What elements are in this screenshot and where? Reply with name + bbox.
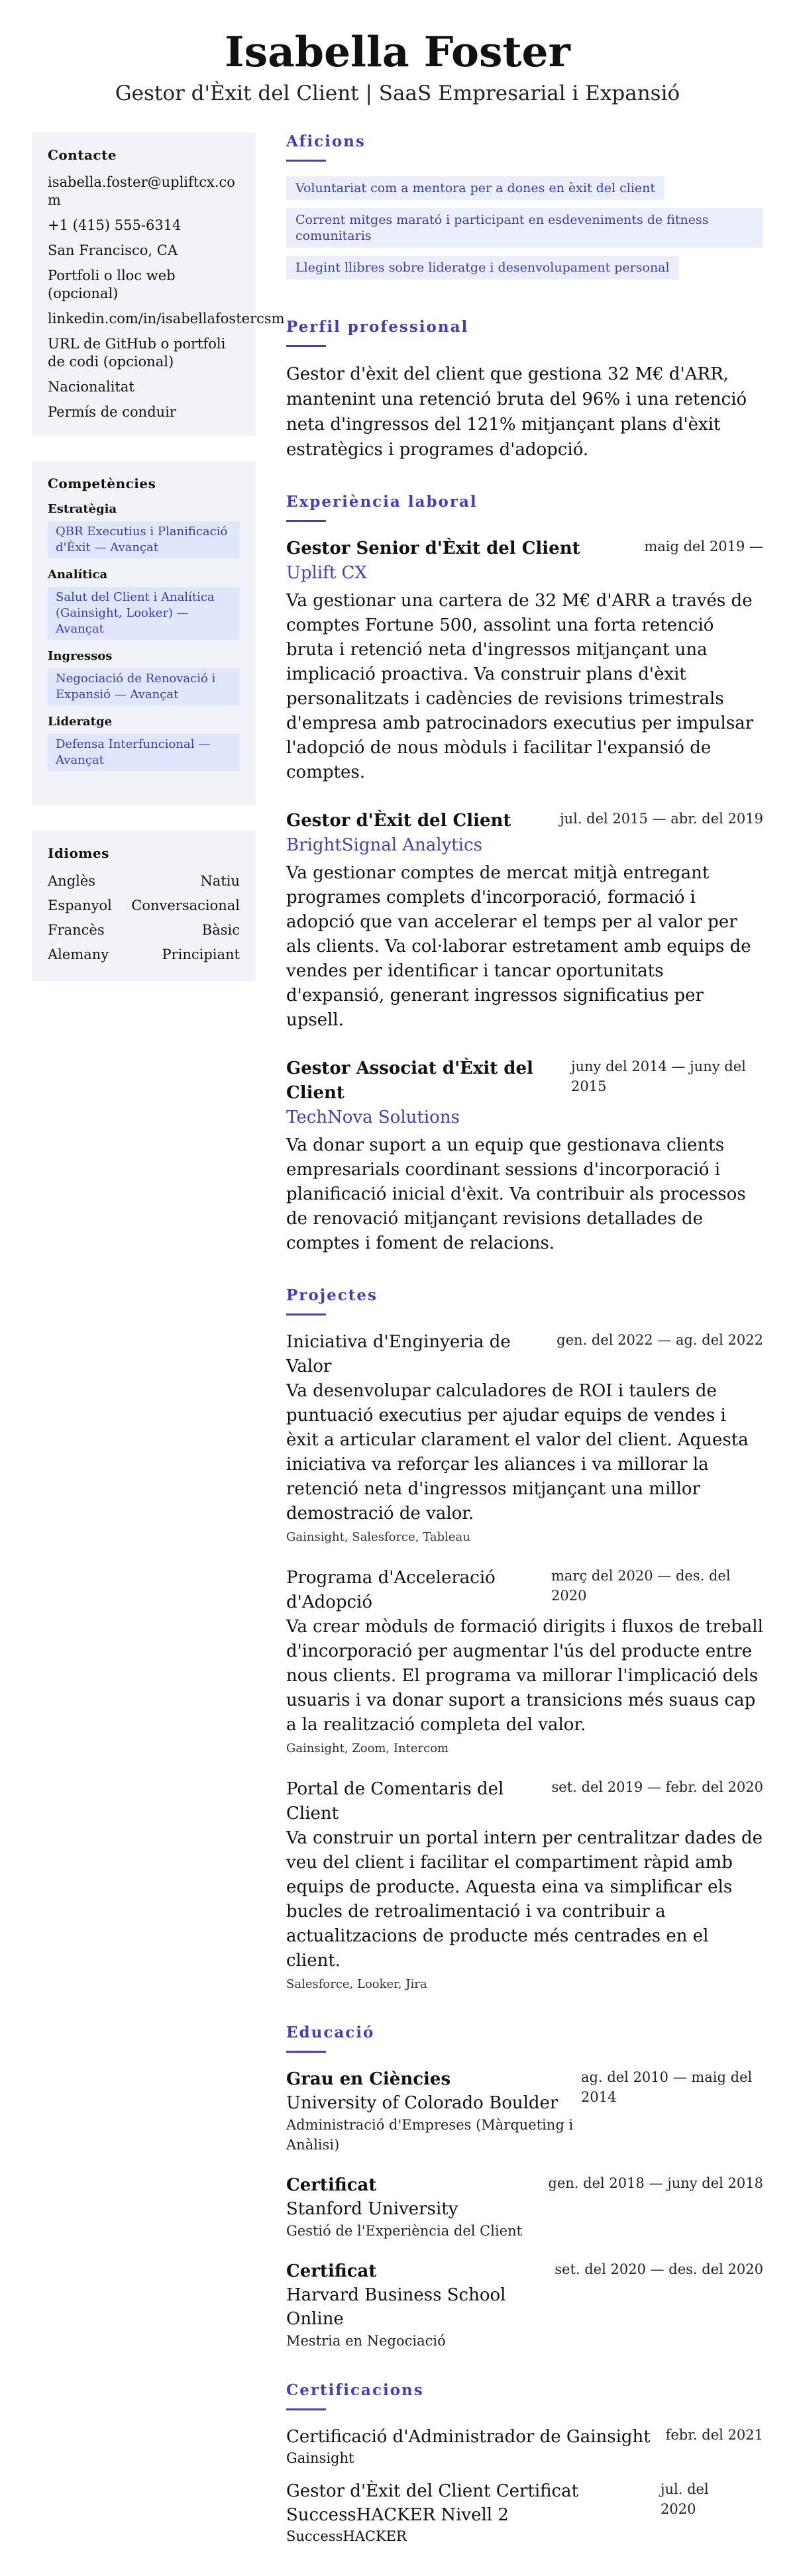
project-entry: [286, 1330, 763, 1546]
contact-phone[interactable]: +1 (415) 555-6314: [48, 217, 182, 233]
language-level: Bàsic: [201, 922, 240, 938]
hobbies-section: [286, 132, 763, 287]
sidebar: [32, 132, 285, 982]
school: Harvard Business School Online: [286, 2285, 506, 2329]
contact-box: [32, 132, 285, 436]
education-entry: [286, 2259, 763, 2351]
section-divider: [286, 1314, 326, 1315]
section-title: Experiència laboral: [286, 493, 478, 511]
main-column: [286, 132, 763, 2576]
school: University of Colorado Boulder: [286, 2093, 558, 2113]
certification-date: jul. del 2020: [661, 2481, 709, 2517]
candidate-name: Isabella Foster: [225, 27, 570, 76]
job-description: Va gestionar comptes de mercat mitjà entregant programes complets d'incorporació, formació i adopció que van accelerar el temps per al valor per als clients. Va col·laborar estretament amb equips de vendes per identificar i tancar oportunitats d'expansió, generant ingressos significatius per upsell.: [286, 863, 751, 1030]
project-description: Va construir un portal intern per centralitzar dades de veu del client i facilitar el compartiment ràpid amb equips de producte. Aquesta eina va simplificar els bucles de retroalimentació i va contribuir a actualitzacions de producte més centrades en el client.: [286, 1828, 763, 1971]
section-title: Certificacions: [286, 2381, 424, 2399]
candidate-tagline: Gestor d'Èxit del Client | SaaS Empresarial i Expansió: [115, 81, 680, 105]
section-divider: [286, 2408, 326, 2410]
section-title: Educació: [286, 2024, 375, 2041]
company-name: Uplift CX: [286, 563, 367, 583]
project-dates: set. del 2019 — febr. del 2020: [551, 1779, 763, 1795]
skill-category: Estratègia: [48, 502, 117, 516]
project-tech: Gainsight, Zoom, Intercom: [286, 1741, 449, 1755]
contact-portfolio[interactable]: Portfoli o lloc web (opcional): [48, 268, 176, 301]
project-tech: Gainsight, Salesforce, Tableau: [286, 1530, 470, 1544]
language-level: Conversacional: [131, 898, 240, 913]
contact-linkedin[interactable]: linkedin.com/in/isabellafostercsm: [48, 311, 285, 327]
certifications-section: [286, 2381, 763, 2546]
hobby-chip: Llegint llibres sobre lideratge i desenvolupament personal: [286, 256, 679, 280]
section-divider: [286, 160, 326, 162]
skill-chip: Negociació de Renovació i Expansió — Avançat: [48, 668, 240, 705]
job-title: Gestor Senior d'Èxit del Client: [286, 539, 580, 558]
language-name: Francès: [48, 922, 105, 938]
education-entry: [286, 2067, 763, 2155]
language-row: [48, 921, 240, 939]
hobby-chip: Corrent mitges marató i participant en esdeveniments de fitness comunitaris: [286, 208, 763, 248]
experience-entry: [286, 1056, 763, 1256]
job-title: Gestor Associat d'Èxit del Client: [286, 1058, 533, 1103]
section-divider: [286, 345, 326, 347]
hobby-chip: Voluntariat com a mentora per a dones en èxit del client: [286, 176, 664, 200]
section-title: Projectes: [286, 1286, 378, 1304]
skill-category: Analítica: [48, 568, 108, 582]
project-tech: Salesforce, Looker, Jira: [286, 1977, 427, 1991]
company-name: BrightSignal Analytics: [286, 835, 482, 855]
section-divider: [286, 2051, 326, 2053]
language-row: [48, 945, 240, 964]
contact-github[interactable]: URL de GitHub o portfoli de codi (opcional): [48, 336, 226, 370]
language-level: Principiant: [162, 947, 240, 962]
certification-issuer: SuccessHACKER: [286, 2528, 407, 2544]
section-title: Perfil professional: [286, 318, 469, 336]
project-title: Portal de Comentaris del Client: [286, 1779, 504, 1824]
resume-header: [0, 0, 795, 107]
school: Stanford University: [286, 2199, 458, 2219]
language-name: Anglès: [48, 873, 96, 889]
profile-summary: Gestor d'èxit del client que gestiona 32 M€ d'ARR, mantenint una retenció bruta del 96% i una retenció neta d'ingressos del 121% mitjançant plans d'èxit estratègics i programes d'adopció.: [286, 364, 747, 460]
field-of-study: Administració d'Empreses (Màrqueting i Anàlisi): [286, 2117, 574, 2153]
contact-driving-license: Permís de conduir: [48, 404, 176, 420]
skill-chip: Defensa Interfuncional — Avançat: [48, 734, 240, 771]
skill-category: Ingressos: [48, 649, 113, 663]
contact-nationality: Nacionalitat: [48, 379, 134, 395]
project-entry: [286, 1777, 763, 1993]
certification-entry: [286, 2479, 763, 2546]
project-description: Va desenvolupar calculadores de ROI i taulers de puntuació executius per ajudar equips de vendes i èxit a articular clarament el valor del client. Aquesta iniciativa va reforçar les aliances i va millorar la retenció neta d'ingressos mitjançant una millor demostració de valor.: [286, 1381, 749, 1523]
skill-chip: Salut del Client i Analítica (Gainsight, Looker) — Avançat: [48, 587, 240, 640]
job-dates: jul. del 2015 — abr. del 2019: [560, 811, 763, 827]
contact-location: San Francisco, CA: [48, 242, 178, 258]
skill-chip: QBR Executius i Planificació d'Èxit — Avançat: [48, 521, 240, 558]
degree: Certificat: [286, 2261, 377, 2281]
degree: Certificat: [286, 2175, 377, 2195]
certification-date: febr. del 2021: [665, 2427, 763, 2443]
certification-name: Gestor d'Èxit del Client Certificat SuccessHACKER Nivell 2: [286, 2481, 579, 2525]
language-row: [48, 872, 240, 890]
experience-entry: [286, 809, 763, 1033]
project-dates: gen. del 2022 — ag. del 2022: [556, 1332, 763, 1348]
job-description: Va donar suport a un equip que gestionava clients empresarials coordinant sessions d'incorporació i planificació inicial d'èxit. Va contribuir als processos de renovació mitjançant revisions detallades de comptes i foment de relacions.: [286, 1135, 746, 1253]
experience-entry: [286, 537, 763, 785]
project-title: Programa d'Acceleració d'Adopció: [286, 1568, 496, 1612]
job-description: Va gestionar una cartera de 32 M€ d'ARR a través de comptes Fortune 500, assolint una forta retenció bruta i retenció neta d'ingressos mitjançant una implicació proactiva. Va construir plans d'èxit personalitzats i cadències de revisions trimestrals d'empresa amb patrocinadors executius per impulsar l'adopció de nous mòduls i facilitar l'expansió de comptes.: [286, 591, 754, 782]
projects-section: [286, 1286, 763, 1993]
language-row: [48, 896, 240, 915]
contact-email[interactable]: isabella.foster@upliftcx.com: [48, 174, 235, 208]
section-divider: [286, 520, 326, 522]
skills-box: [32, 461, 256, 805]
skill-category: Lideratge: [48, 715, 113, 729]
project-entry: [286, 1566, 763, 1757]
certification-issuer: Gainsight: [286, 2450, 354, 2466]
field-of-study: Gestió de l'Experiència del Client: [286, 2223, 523, 2239]
languages-title: Idiomes: [48, 845, 109, 861]
company-name: TechNova Solutions: [286, 1108, 460, 1127]
project-dates: març del 2020 — des. del 2020: [551, 1568, 731, 1604]
language-level: Natiu: [200, 873, 240, 889]
skills-title: Competències: [48, 476, 156, 491]
language-name: Espanyol: [48, 898, 112, 913]
job-title: Gestor d'Èxit del Client: [286, 811, 511, 831]
profile-section: [286, 318, 763, 462]
job-dates: maig del 2019 —: [644, 539, 763, 554]
contact-title: Contacte: [48, 147, 117, 163]
certification-name: Certificació d'Administrador de Gainsight: [286, 2427, 651, 2447]
degree: Grau en Ciències: [286, 2069, 451, 2089]
language-name: Alemany: [48, 947, 109, 962]
field-of-study: Mestria en Negociació: [286, 2333, 446, 2349]
education-dates: set. del 2020 — des. del 2020: [555, 2261, 763, 2277]
education-dates: ag. del 2010 — maig del 2014: [581, 2069, 753, 2105]
section-title: Aficions: [286, 132, 366, 150]
project-description: Va crear mòduls de formació dirigits i fluxos de treball d'incorporació per augmentar l'ús del producte entre nous clients. El programa va millorar l'implicació dels usuaris i va donar suport a transicions més suaus cap a la realització completa del valor.: [286, 1617, 763, 1735]
certification-entry: [286, 2425, 763, 2467]
education-entry: [286, 2173, 763, 2241]
languages-box: [32, 831, 256, 982]
job-dates: juny del 2014 — juny del 2015: [571, 1058, 746, 1094]
education-dates: gen. del 2018 — juny del 2018: [548, 2175, 763, 2191]
experience-section: [286, 493, 763, 1256]
education-section: [286, 2024, 763, 2351]
project-title: Iniciativa d'Enginyeria de Valor: [286, 1332, 511, 1376]
